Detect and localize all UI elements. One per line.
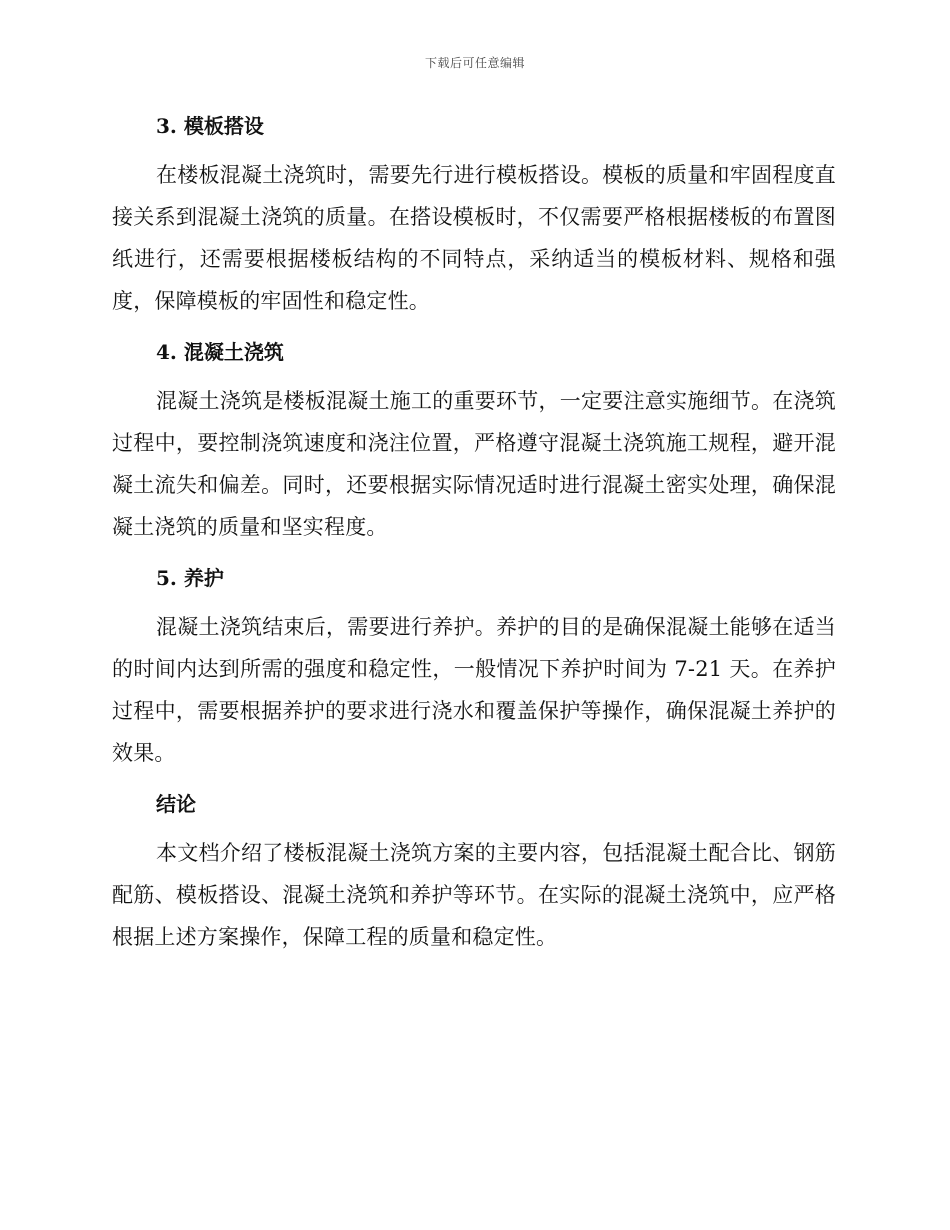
section-formwork bbox=[112, 110, 836, 322]
section-concrete-pouring bbox=[112, 336, 836, 548]
header-note: 下载后可任意编辑 bbox=[424, 56, 525, 70]
section-title: 结论 bbox=[156, 792, 196, 816]
section-paragraph: 本文档介绍了楼板混凝土浇筑方案的主要内容，包括混凝土配合比、钢筋配筋、模板搭设、混凝土浇筑和养护等环节。在实际的混凝土浇筑中，应严格根据上述方案操作，保障工程的质量和稳定性。 bbox=[112, 841, 836, 949]
section-paragraph: 混凝土浇筑结束后，需要进行养护。养护的目的是确保混凝土能够在适当的时间内达到所需的强度和稳定性，一般情况下养护时间为 7-21 天。在养护过程中，需要根据养护的要求进行浇水和覆盖保护等操作，确保混凝土养护的效果。 bbox=[112, 615, 836, 765]
section-conclusion bbox=[112, 788, 836, 958]
section-curing bbox=[112, 562, 836, 774]
section-title: 4. 混凝土浇筑 bbox=[156, 340, 284, 364]
document-body bbox=[112, 110, 836, 958]
section-title: 5. 养护 bbox=[156, 566, 224, 590]
section-title: 3. 模板搭设 bbox=[156, 114, 264, 138]
section-paragraph: 混凝土浇筑是楼板混凝土施工的重要环节，一定要注意实施细节。在浇筑过程中，要控制浇筑速度和浇注位置，严格遵守混凝土浇筑施工规程，避开混凝土流失和偏差。同时，还要根据实际情况适时进行混凝土密实处理，确保混凝土浇筑的质量和坚实程度。 bbox=[112, 389, 836, 539]
section-paragraph: 在楼板混凝土浇筑时，需要先行进行模板搭设。模板的质量和牢固程度直接关系到混凝土浇筑的质量。在搭设模板时，不仅需要严格根据楼板的布置图纸进行，还需要根据楼板结构的不同特点，采纳适当的模板材料、规格和强度，保障模板的牢固性和稳定性。 bbox=[112, 163, 836, 313]
